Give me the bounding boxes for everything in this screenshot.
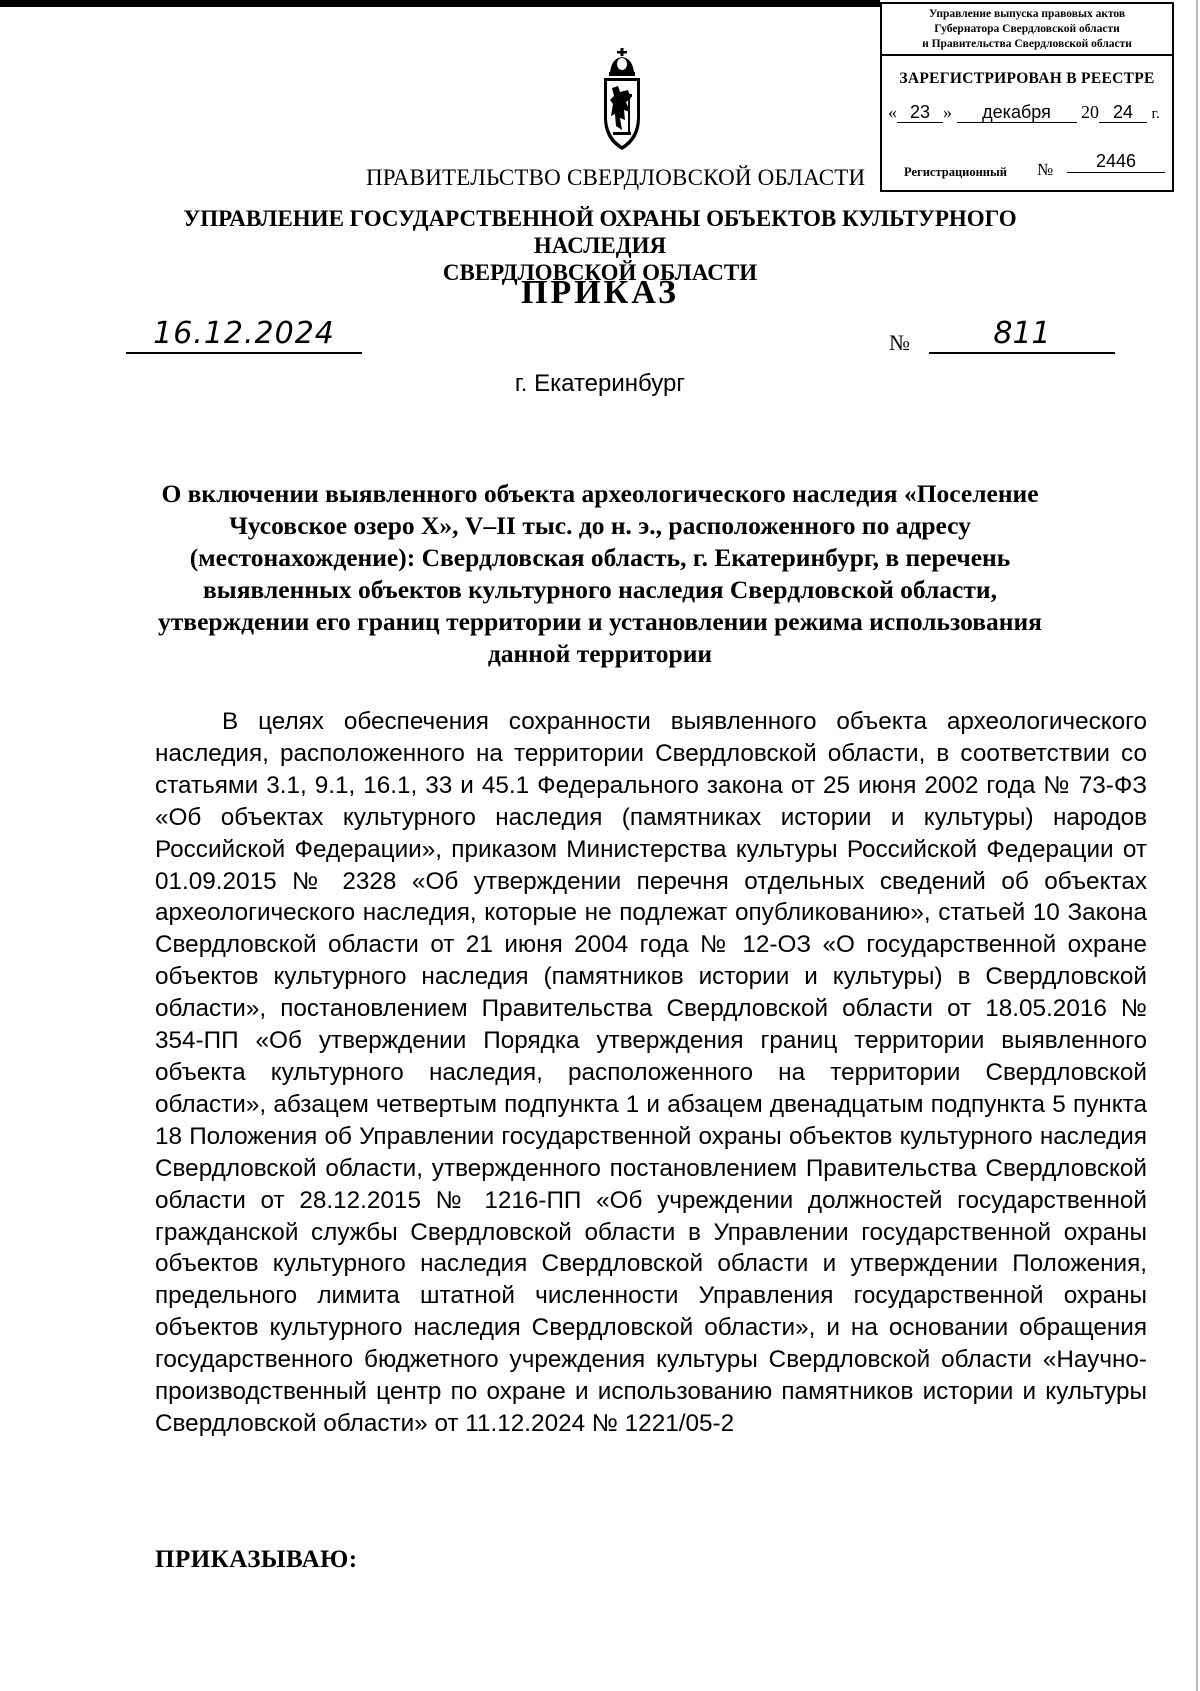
department-line: СВЕРДЛОВСКОЙ ОБЛАСТИ <box>442 260 758 285</box>
order-subject: О включении выявленного объекта археологического наследия «Поселение Чусовское озеро Х», V–II тыс. до н. э., расположенного по адресу (местонахождение): Свердловская область, г. Екатеринбург, в перечень выявленных объектов культурного наследия Свердловской области, утверждении его границ территории и установлении режима использования данной территории <box>158 479 1042 668</box>
stamp-month: декабря <box>957 102 1077 123</box>
government-name: ПРАВИТЕЛЬСТВО СВЕРДЛОВСКОЙ ОБЛАСТИ <box>366 165 866 190</box>
stamp-day: 23 <box>897 102 943 123</box>
order-directive: ПРИКАЗЫВАЮ: <box>155 1546 358 1573</box>
scan-right-edge <box>1196 0 1198 1691</box>
stamp-year-abbr: г. <box>1151 106 1160 122</box>
order-number-label: № <box>889 330 910 355</box>
city: г. Екатеринбург <box>514 370 686 397</box>
stamp-year-prefix: 20 <box>1081 102 1099 122</box>
scan-top-border <box>0 0 880 7</box>
order-date: 16.12.2024 <box>126 316 362 354</box>
document-type-title: ПРИКАЗ <box>521 274 679 311</box>
stamp-reg-number: 2446 <box>1067 151 1165 173</box>
stamp-quote-open: « <box>888 102 897 122</box>
stamp-org-line: Губернатора Свердловской области <box>934 23 1120 35</box>
stamp-year: 24 <box>1099 102 1147 123</box>
stamp-reg-no-sign: № <box>1037 160 1054 179</box>
coat-of-arms-icon <box>598 48 646 154</box>
stamp-organization <box>882 4 1172 56</box>
registration-stamp <box>880 2 1174 192</box>
stamp-quote-close: » <box>943 102 952 122</box>
stamp-reg-label: Регистрационный <box>904 165 1007 179</box>
stamp-date-row <box>888 102 1160 123</box>
stamp-title: ЗАРЕГИСТРИРОВАН В РЕЕСТРЕ <box>899 70 1155 87</box>
stamp-org-line: и Правительства Свердловской области <box>922 38 1132 50</box>
preamble-paragraph: В целях обеспечения сохранности выявленного объекта археологического наследия, расположенного на территории Свердловской области, в соответствии со статьями 3.1, 9.1, 16.1, 33 и 45.1 Федерального закона от 25 июня 2002 года № 73-ФЗ «Об объектах культурного наследия (памятниках истории и культуры) народов Российской Федерации», приказом Министерства культуры Российской Федерации от 01.09.2015 № 2328 «Об утверждении перечня отдельных сведений об объектах археологического наследия, которые не подлежат опубликованию», статьей 10 Закона Свердловской области от 21 июня 2004 года № 12-ОЗ «О государственной охране объектов культурного наследия (памятников истории и культуры) в Свердловской области», постановлением Правительства Свердловской области от 18.05.2016 № 354-ПП «Об утверждении Порядка утверждения границ территории выявленного объекта культурного наследия, расположенного на территории Свердловской области», абзацем четвертым подпункта 1 и абзацем двенадцатым подпункта 5 пункта 18 Положения об Управлении государственной охраны объектов культурного наследия Свердловской области, утвержденного постановлением Правительства Свердловской области от 28.12.2015 № 1216-ПП «Об учреждении должностей государственной гражданской службы Свердловской области в Управлении государственной охраны объектов культурного наследия Свердловской области и утверждении Положения, предельного лимита штатной численности Управления государственной охраны объектов культурного наследия Свердловской области», и на основании обращения государственного бюджетного учреждения культуры Свердловской области «Научно-производственный центр по охране и использованию памятников истории и культуры Свердловской области» от 11.12.2024 № 1221/05-2 <box>155 708 1147 1437</box>
stamp-org-line: Управление выпуска правовых актов <box>928 8 1126 20</box>
department-line: УПРАВЛЕНИЕ ГОСУДАРСТВЕННОЙ ОХРАНЫ ОБЪЕКТОВ КУЛЬТУРНОГО НАСЛЕДИЯ <box>183 206 1017 258</box>
order-number: 811 <box>929 316 1115 354</box>
